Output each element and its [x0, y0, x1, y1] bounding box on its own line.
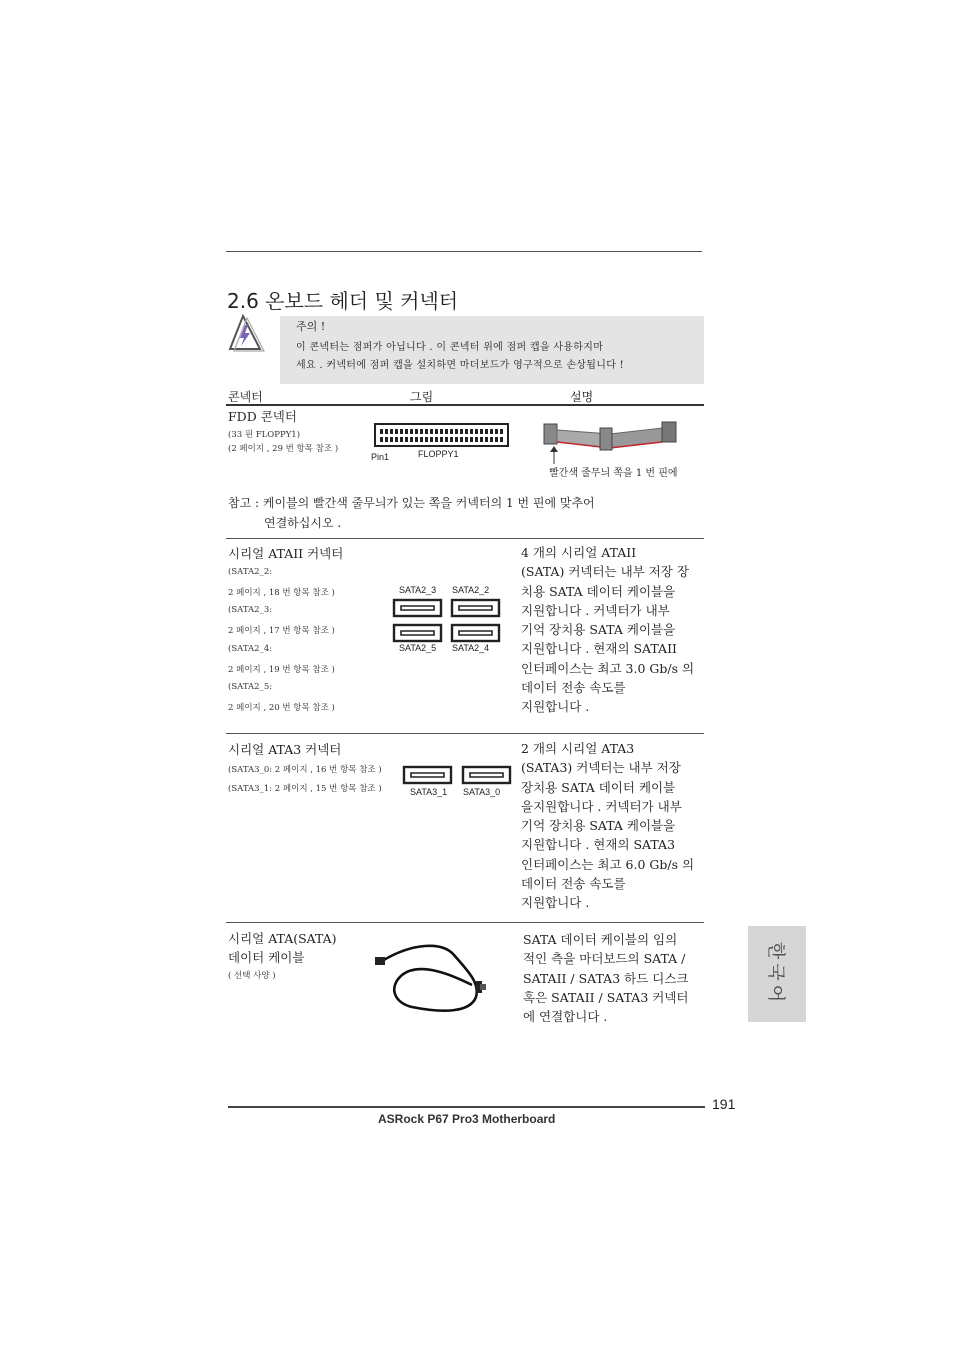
sata3-description	[521, 739, 694, 913]
sata2-ref: 2 페이지 , 20 번 항목 참조 )	[228, 703, 335, 713]
sata3-ref: (SATA3_0: 2 페이지 , 16 번 항목 참조 )	[228, 765, 382, 775]
sata3-1-label: SATA3_1	[410, 787, 448, 797]
page-number: 191	[712, 1096, 736, 1112]
sata2-description	[521, 543, 694, 717]
footer-product-name: ASRock P67 Pro3 Motherboard	[378, 1112, 556, 1126]
sata2-ref: 2 페이지 , 17 번 항목 참조 )	[228, 626, 335, 636]
desc-line: 데이터 전송 속도를	[521, 876, 626, 892]
header-rule	[226, 404, 704, 406]
desc-line: (SATA) 커넥터는 내부 저장 장	[521, 564, 689, 580]
sata3-ref: (SATA3_1: 2 페이지 , 15 번 항목 참조 )	[228, 784, 382, 794]
fdd-note-line-1: 참고 : 케이블의 빨간색 줄무늬가 있는 쪽을 커넥터의 1 번 핀에 맞추어	[228, 496, 595, 510]
desc-line: 장치용 SATA 데이터 케이블	[521, 779, 676, 795]
caution-line-2: 세요 . 커넥터에 점퍼 캡을 설치하면 마더보드가 영구적으로 손상됩니다 !	[296, 360, 624, 371]
desc-line: SATAII / SATA3 하드 디스크	[523, 970, 689, 986]
desc-line: 을지원합니다 . 커넥터가 내부	[521, 798, 682, 814]
sata2-ref: 2 페이지 , 18 번 항목 참조 )	[228, 588, 335, 598]
rule-sata2	[226, 538, 704, 539]
header-connector: 콘넥터	[228, 390, 263, 404]
cable-label-2: 데이터 케이블	[228, 950, 305, 965]
sata2-3-label: SATA2_3	[399, 585, 437, 595]
desc-line: 지원합니다 .	[521, 895, 590, 911]
header-figure: 그림	[410, 390, 434, 404]
header-description: 설명	[570, 390, 594, 404]
floppy1-label: FLOPPY1	[418, 449, 459, 459]
caution-line-1: 이 콘넥터는 점퍼가 아닙니다 . 이 콘넥터 위에 점퍼 캡을 사용하지마	[296, 342, 604, 353]
desc-line: 에 연결합니다 .	[523, 1009, 608, 1025]
desc-line: 인터페이스는 최고 6.0 Gb/s 의	[521, 856, 695, 872]
desc-line: 적인 측을 마더보드의 SATA /	[523, 951, 686, 967]
desc-line: (SATA3) 커넥터는 내부 저장	[521, 760, 681, 776]
rule-sata3	[226, 733, 704, 734]
section-title: 2.6 온보드 헤더 및 커넥터	[227, 289, 459, 313]
sata2-2-label: SATA2_2	[452, 585, 490, 595]
desc-line: 혹은 SATAII / SATA3 커넥터	[523, 989, 689, 1005]
sata2-connectors-diagram	[392, 598, 502, 646]
desc-line: 지원합니다 .	[521, 699, 590, 715]
sata2-ref: (SATA2_3:	[228, 605, 273, 615]
desc-line: SATA 데이터 케이블의 임의	[523, 932, 678, 947]
floppy-header-diagram	[374, 423, 510, 449]
sata3-0-label: SATA3_0	[463, 787, 501, 797]
fdd-ref-2: (2 페이지 , 29 번 항목 참조 )	[228, 444, 339, 454]
cable-red-stripe-caption: 빨간색 줄무늬 쪽을 1 번 핀에	[549, 468, 678, 479]
sata2-ref: (SATA2_5:	[228, 682, 273, 692]
desc-line: 인터페이스는 최고 3.0 Gb/s 의	[521, 660, 695, 676]
footer-rule	[228, 1106, 705, 1108]
fdd-note-line-2: 연결하십시오 .	[264, 516, 342, 530]
sata2-5-label: SATA2_5	[399, 643, 437, 653]
fdd-label: FDD 콘넥터	[228, 409, 297, 424]
pin1-label: Pin1	[371, 452, 390, 462]
floppy-cable-image	[540, 418, 680, 466]
fdd-ref-1: (33 핀 FLOPPY1)	[228, 430, 301, 440]
sata2-ref: 2 페이지 , 19 번 항목 참조 )	[228, 665, 335, 675]
rule-cable	[226, 922, 704, 923]
desc-line: 지원합니다 . 현재의 SATAII	[521, 641, 677, 657]
desc-line: 데이터 전송 속도를	[521, 680, 626, 696]
sata3-connectors-diagram	[402, 765, 514, 787]
cable-description	[523, 930, 688, 1026]
desc-line: 치용 SATA 데이터 케이블을	[521, 583, 676, 599]
desc-line: 지원합니다 . 커넥터가 내부	[521, 602, 670, 618]
sata2-ref: (SATA2_4:	[228, 644, 273, 654]
sata3-label: 시리얼 ATA3 커넥터	[228, 742, 342, 757]
warning-icon	[226, 313, 268, 353]
top-rule	[226, 251, 702, 252]
desc-line: 2 개의 시리얼 ATA3	[521, 741, 635, 756]
sata2-ref: (SATA2_2:	[228, 567, 273, 577]
caution-title: 주의 !	[296, 320, 326, 333]
language-tab-text: 한국어	[765, 941, 787, 1007]
desc-line: 기억 장치용 SATA 케이블을	[521, 818, 676, 834]
sata-cable-image	[372, 935, 492, 1027]
cable-optional-note: ( 선택 사양 )	[228, 971, 276, 981]
desc-line: 4 개의 시리얼 ATAII	[521, 545, 637, 560]
sata2-4-label: SATA2_4	[452, 643, 490, 653]
sata2-label: 시리얼 ATAII 커넥터	[228, 546, 344, 561]
desc-line: 지원합니다 . 현재의 SATA3	[521, 837, 676, 853]
cable-label-1: 시리얼 ATA(SATA)	[228, 931, 337, 946]
language-side-tab	[748, 926, 806, 1022]
desc-line: 기억 장치용 SATA 케이블을	[521, 622, 676, 638]
